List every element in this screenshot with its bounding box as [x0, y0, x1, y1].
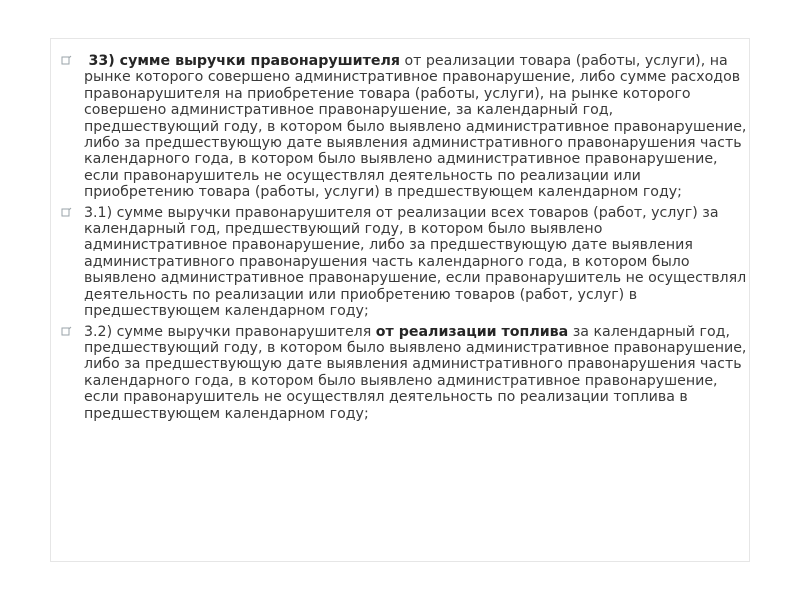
- paragraph-3-bold-middle: от реализации топлива: [375, 323, 569, 340]
- hollow-square-bullet-icon: [60, 206, 74, 220]
- hollow-square-bullet-icon: [60, 54, 74, 68]
- paragraph-2-text: 3.1) сумме выручки правонарушителя от реализации всех товаров (работ, услуг) за календарный год, предшествующий году, в котором было выявлено административное правонарушение, либо за предшествующую дате выявления административного правонарушения часть календарного года, в котором было выявлено административное правонарушение, если правонарушитель не осуществлял деятельность по реализации или приобретению товаров (работ, услуг) в предшествующем календарном году;: [84, 204, 747, 320]
- paragraph-1-text: от реализации товара (работы, услуги), на рынке которого совершено административное правонарушение, либо сумме расходов правонарушителя на приобретение товара (работы, услуги), на рынке которого совершено административное правонарушение, за календарный год, предшествующий году, в котором было выявлено административное правонарушение, либо за предшествующую дате выявления административного правонарушения часть календарного года, в котором было выявлено административное правонарушение, если правонарушитель не осуществлял деятельность по реализации или приобретению товара (работы, услуги) в предшествующем календарном году;: [84, 53, 747, 201]
- hollow-square-bullet-icon: [60, 325, 74, 339]
- paragraph-3-text-after: за календарный год, предшествующий году, в котором было выявлено административное правонарушение, либо за предшествующую дате выявления административного правонарушения часть календарного года, в котором было выявлено административное правонарушение, если правонарушитель не осуществлял деятельность по реализации топлива в предшествующем календарном году;: [84, 323, 747, 422]
- paragraph-3-text-before: 3.2) сумме выручки правонарушителя: [84, 323, 376, 340]
- list-item: [60, 324, 750, 422]
- list-item: [60, 53, 750, 201]
- list-item: [60, 205, 750, 320]
- slide-content: [60, 53, 750, 426]
- paragraph-1-bold-lead: 33) сумме выручки правонарушителя: [88, 53, 400, 69]
